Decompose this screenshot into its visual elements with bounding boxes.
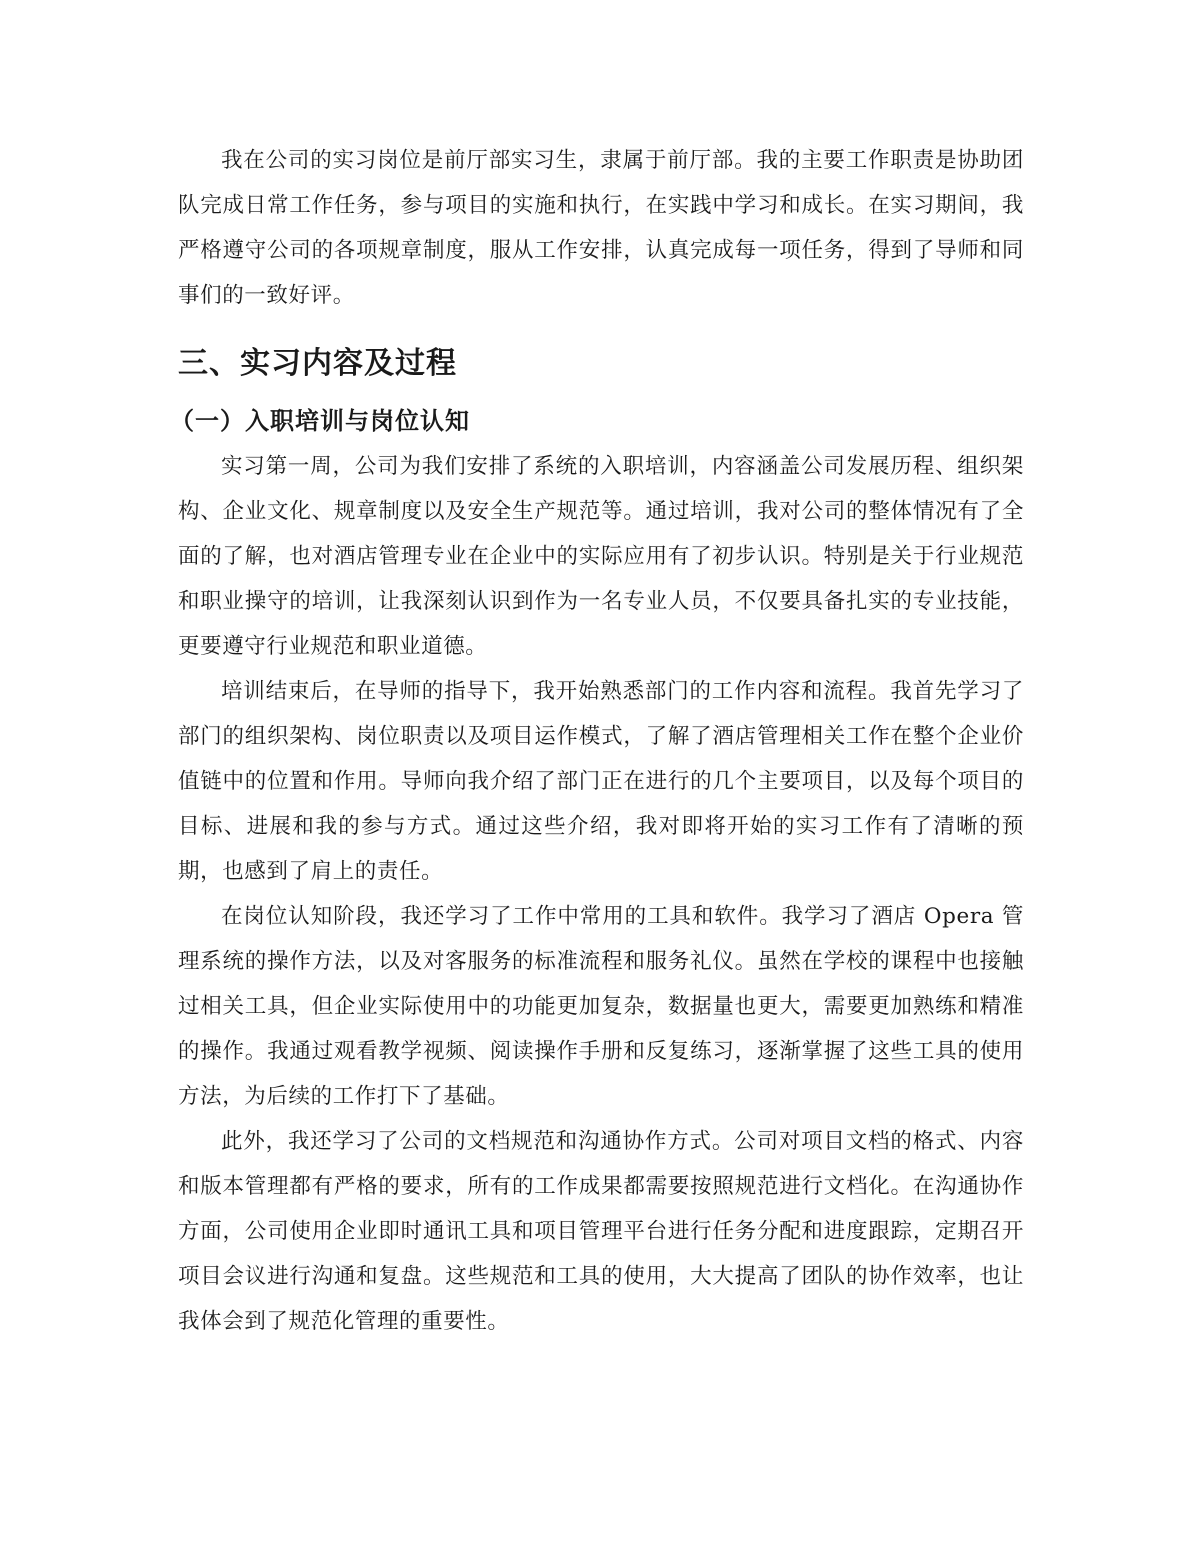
body-paragraph-2: 培训结束后，在导师的指导下，我开始熟悉部门的工作内容和流程。我首先学习了部门的组织架构、岗位职责以及项目运作模式，了解了酒店管理相关工作在整个企业价值链中的位置和作用。导师向我介绍了部门正在进行的几个主要项目，以及每个项目的目标、进展和我的参与方式。通过这些介绍，我对即将开始的实习工作有了清晰的预期，也感到了肩上的责任。 bbox=[178, 679, 1024, 884]
body-paragraph-4: 此外，我还学习了公司的文档规范和沟通协作方式。公司对项目文档的格式、内容和版本管理都有严格的要求，所有的工作成果都需要按照规范进行文档化。在沟通协作方面，公司使用企业即时通讯工具和项目管理平台进行任务分配和进度跟踪，定期召开项目会议进行沟通和复盘。这些规范和工具的使用，大大提高了团队的协作效率，也让我体会到了规范化管理的重要性。 bbox=[178, 1129, 1024, 1334]
body-paragraph-3: 在岗位认知阶段，我还学习了工作中常用的工具和软件。我学习了酒店 Opera 管理系统的操作方法，以及对客服务的标准流程和服务礼仪。虽然在学校的课程中也接触过相关工具，但企业实际使用中的功能更加复杂，数据量也更大，需要更加熟练和精准的操作。我通过观看教学视频、阅读操作手册和反复练习，逐渐掌握了这些工具的使用方法，为后续的工作打下了基础。 bbox=[178, 904, 1024, 1109]
section-title: 三、实习内容及过程 bbox=[178, 346, 457, 381]
subsection-title: （一）入职培训与岗位认知 bbox=[170, 407, 470, 435]
document-page bbox=[170, 138, 1024, 1344]
intro-paragraph: 我在公司的实习岗位是前厅部实习生，隶属于前厅部。我的主要工作职责是协助团队完成日常工作任务，参与项目的实施和执行，在实践中学习和成长。在实习期间，我严格遵守公司的各项规章制度，服从工作安排，认真完成每一项任务，得到了导师和同事们的一致好评。 bbox=[178, 148, 1024, 308]
body-paragraph-1: 实习第一周，公司为我们安排了系统的入职培训，内容涵盖公司发展历程、组织架构、企业文化、规章制度以及安全生产规范等。通过培训，我对公司的整体情况有了全面的了解，也对酒店管理专业在企业中的实际应用有了初步认识。特别是关于行业规范和职业操守的培训，让我深刻认识到作为一名专业人员，不仅要具备扎实的专业技能，更要遵守行业规范和职业道德。 bbox=[178, 454, 1024, 659]
